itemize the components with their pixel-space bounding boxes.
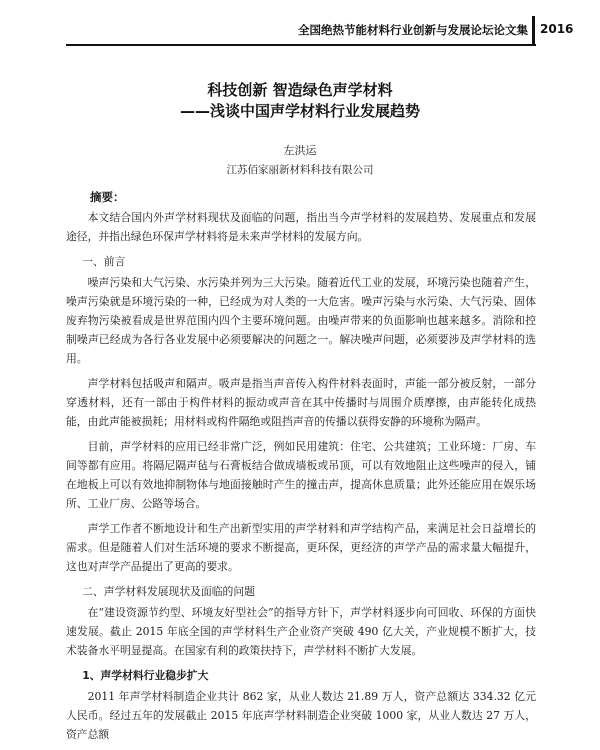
paper-body <box>66 208 536 750</box>
author: 左洪运 <box>283 144 317 157</box>
abstract-label: 摘要： <box>90 190 125 204</box>
paragraph: 2011 年声学材料制造企业共计 862 家，从业人数达 21.89 万人，资产总额达 334.32 亿元人民币。经过五年的发展截止 2015 年底声学材料制造企业突破 1000 家，从业人数达 27 万人，资产总额 <box>66 690 536 741</box>
paragraph: 声学工作者不断地设计和生产出新型实用的声学材料和声学结构产品，来满足社会日益增长的需求。但是随着人们对生活环境的要求不断提高，更环保，更经济的声学产品的需求量大幅提升，这也对声学产品提出了更高的要求。 <box>66 522 536 573</box>
paragraph: 噪声污染和大气污染、水污染并列为三大污染。随着近代工业的发展，环境污染也随着产生，噪声污染就是环境污染的一种，已经成为对人类的一大危害。噪声污染与水污染、大气污染、固体废弃物污染被看成是世界范围内四个主要环境问题。由噪声带来的负面影响也越来越多。消除和控制噪声已经成为各行各业发展中必须要解决的问题之一。解决噪声问题，必须要涉及声学材料的选用。 <box>66 276 536 365</box>
paragraph: 在“建设资源节约型、环境友好型社会”的指导方针下，声学材料逐步向可回收、环保的方面快速发展。截止 2015 年底全国的声学材料生产企业资产突破 490 亿大关，产业规模不断扩大，技术装备水平明显提高。在国家有利的政策扶持下，声学材料不断扩大发展。 <box>66 606 536 657</box>
subsection-heading: 1、声学材料行业稳步扩大 <box>82 669 209 682</box>
paragraph: 目前，声学材料的应用已经非常广泛，例如民用建筑：住宅、公共建筑；工业环境：厂房、车间等都有应用。将隔尼隔声毡与石膏板结合做成墙板或吊顶，可以有效地阻止这些噪声的侵入，铺在地板上可以有效地抑制物体与地面接触时产生的撞击声，提高休息质量；此外还能应用在娱乐场所、工业厂房、公路等场合。 <box>66 440 536 510</box>
paragraph: 声学材料包括吸声和隔声。吸声是指当声音传入构件材料表面时，声能一部分被反射，一部分穿透材料，还有一部由于构件材料的振动或声音在其中传播时与周围介质摩擦，由声能转化成热能，由此声能被损耗；用材料或构件隔绝或阻挡声音的传播以获得安静的环境称为隔声。 <box>66 377 536 428</box>
paper-title: 科技创新 智造绿色声学材料 <box>207 81 393 99</box>
section-heading-introduction: 一、前言 <box>82 255 126 268</box>
paper-subtitle: ——浅谈中国声学材料行业发展趋势 <box>179 102 420 120</box>
proceedings-year: 2016 <box>540 22 574 36</box>
section-heading-status: 二、声学材料发展现状及面临的问题 <box>82 585 255 598</box>
header-divider <box>532 16 535 46</box>
affiliation: 江苏佰家丽新材料科技有限公司 <box>226 164 374 176</box>
proceedings-title: 全国绝热节能材料行业创新与发展论坛论文集 <box>298 23 528 37</box>
running-header <box>0 16 600 46</box>
header-rule <box>66 44 536 46</box>
abstract-text: 本文结合国内外声学材料现状及面临的问题，指出当今声学材料的发展趋势、发展重点和发展途径，并指出绿色环保声学材料将是未来声学材料的发展方向。 <box>66 211 536 243</box>
